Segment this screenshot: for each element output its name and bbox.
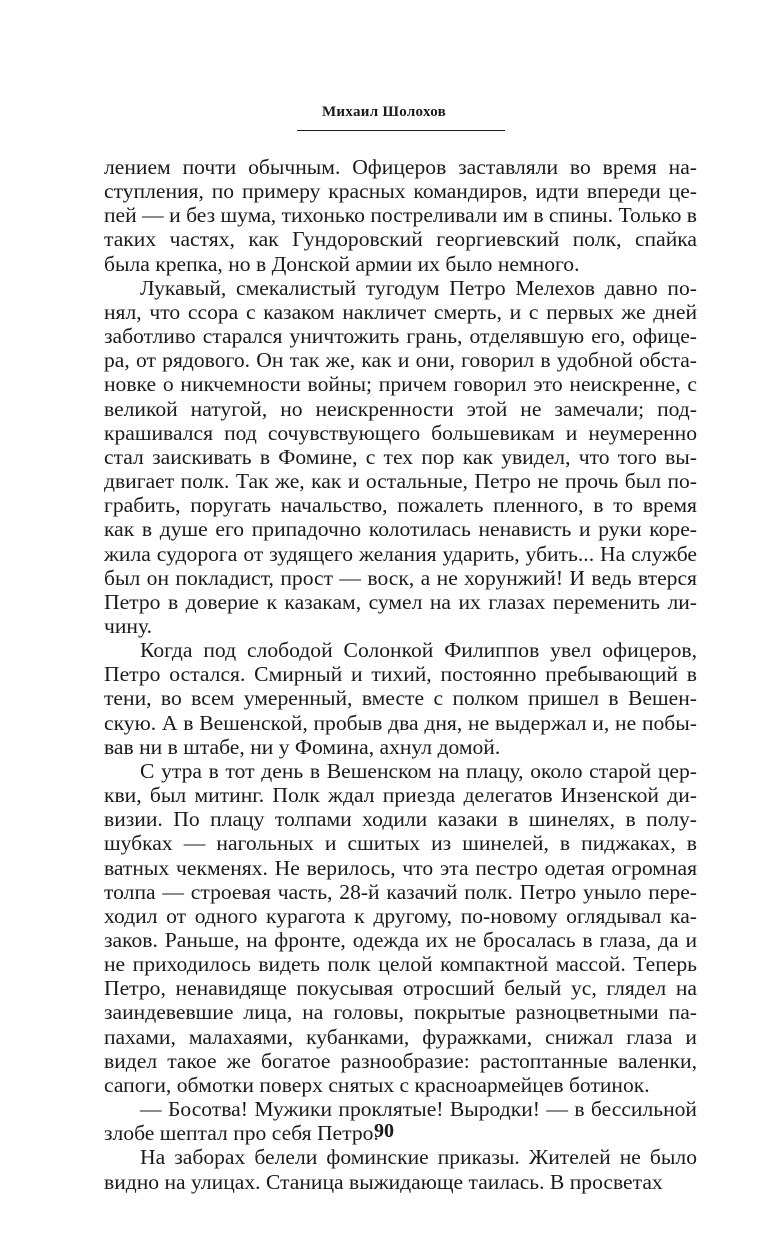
running-head-author: Михаил Шолохов (321, 104, 447, 120)
paragraph: На заборах белели фоминские приказы. Жителей не было видно на улицах. Станица выжидающе таилась. В просветах (104, 1145, 697, 1194)
paragraph-dialogue: — Босотва! Мужики проклятые! Выродки! — в бессильной злобе шептал про себя Петро. (104, 1097, 697, 1146)
header-rule (297, 130, 505, 131)
paragraph: Когда под слободой Солонкой Филиппов увел офицеров, Петро остался. Смирный и тихий, постоянно пребывающий в тени, во всем умеренный, вместе с полком пришел в Вешенскую. А в Вешенской, пробыв два дня, не выдержал и, не побывав ни в штабе, ни у Фомина, ахнул домой. (104, 638, 697, 759)
paragraph: С утра в тот день в Вешенском на плацу, около старой церкви, был митинг. Полк ждал приезда делегатов Инзенской дивизии. По плацу толпами ходили казаки в шинелях, в полушубках — нагольных и сшитых из шинелей, в пиджаках, в ватных чекменях. Не верилось, что эта пестро одетая огромная толпа — строевая часть, 28-й казачий полк. Петро уныло переходил от одного курагота к другому, по-новому оглядывал казаков. Раньше, на фронте, одежда их не бросалась в глаза, да и не приходилось видеть полк целой компактной массой. Теперь Петро, ненавидяще покусывая отросший белый ус, глядел на заиндевевшие лица, на головы, покрытые разноцветными папахами, малахаями, кубанками, фуражками, снижал глаза и видел такое же богатое разнообразие: растоптанные валенки, сапоги, обмотки поверх снятых с красноармейцев ботинок. (104, 758, 697, 1097)
paragraph: Лукавый, смекалистый тугодум Петро Мелехов давно понял, что ссора с казаком накличет смерть, и с первых же дней заботливо старался уничтожить грань, отделявшую его, офицера, от рядового. Он так же, как и они, говорил в удобной обстановке о никчемности войны; причем говорил это неискренне, с великой натугой, но неискренности этой не замечали; подкрашивался под сочувствующего большевикам и неумеренно стал заискивать в Фомине, с тех пор как увидел, что того выдвигает полк. Так же, как и остальные, Петро не прочь был пограбить, поругать начальство, пожалеть пленного, в то время как в душе его припадочно колотилась ненависть и руки корежила судорога от зудящего желания ударить, убить... На службе был он покладист, прост — воск, а не хорунжий! И ведь втерся Петро в доверие к казакам, сумел на их глазах переменить личину. (104, 275, 697, 638)
paragraph-continuation: лением почти обычным. Офицеров заставляли во время наступления, по примеру красных командиров, идти впереди цепей — и без шума, тихонько постреливали им в спины. Только в таких частях, как Гундоровский георгиевский полк, спайка была крепка, но в Донской армии их было немного. (104, 155, 697, 276)
body-text (104, 155, 697, 1194)
page-number: 90 (374, 1120, 394, 1142)
